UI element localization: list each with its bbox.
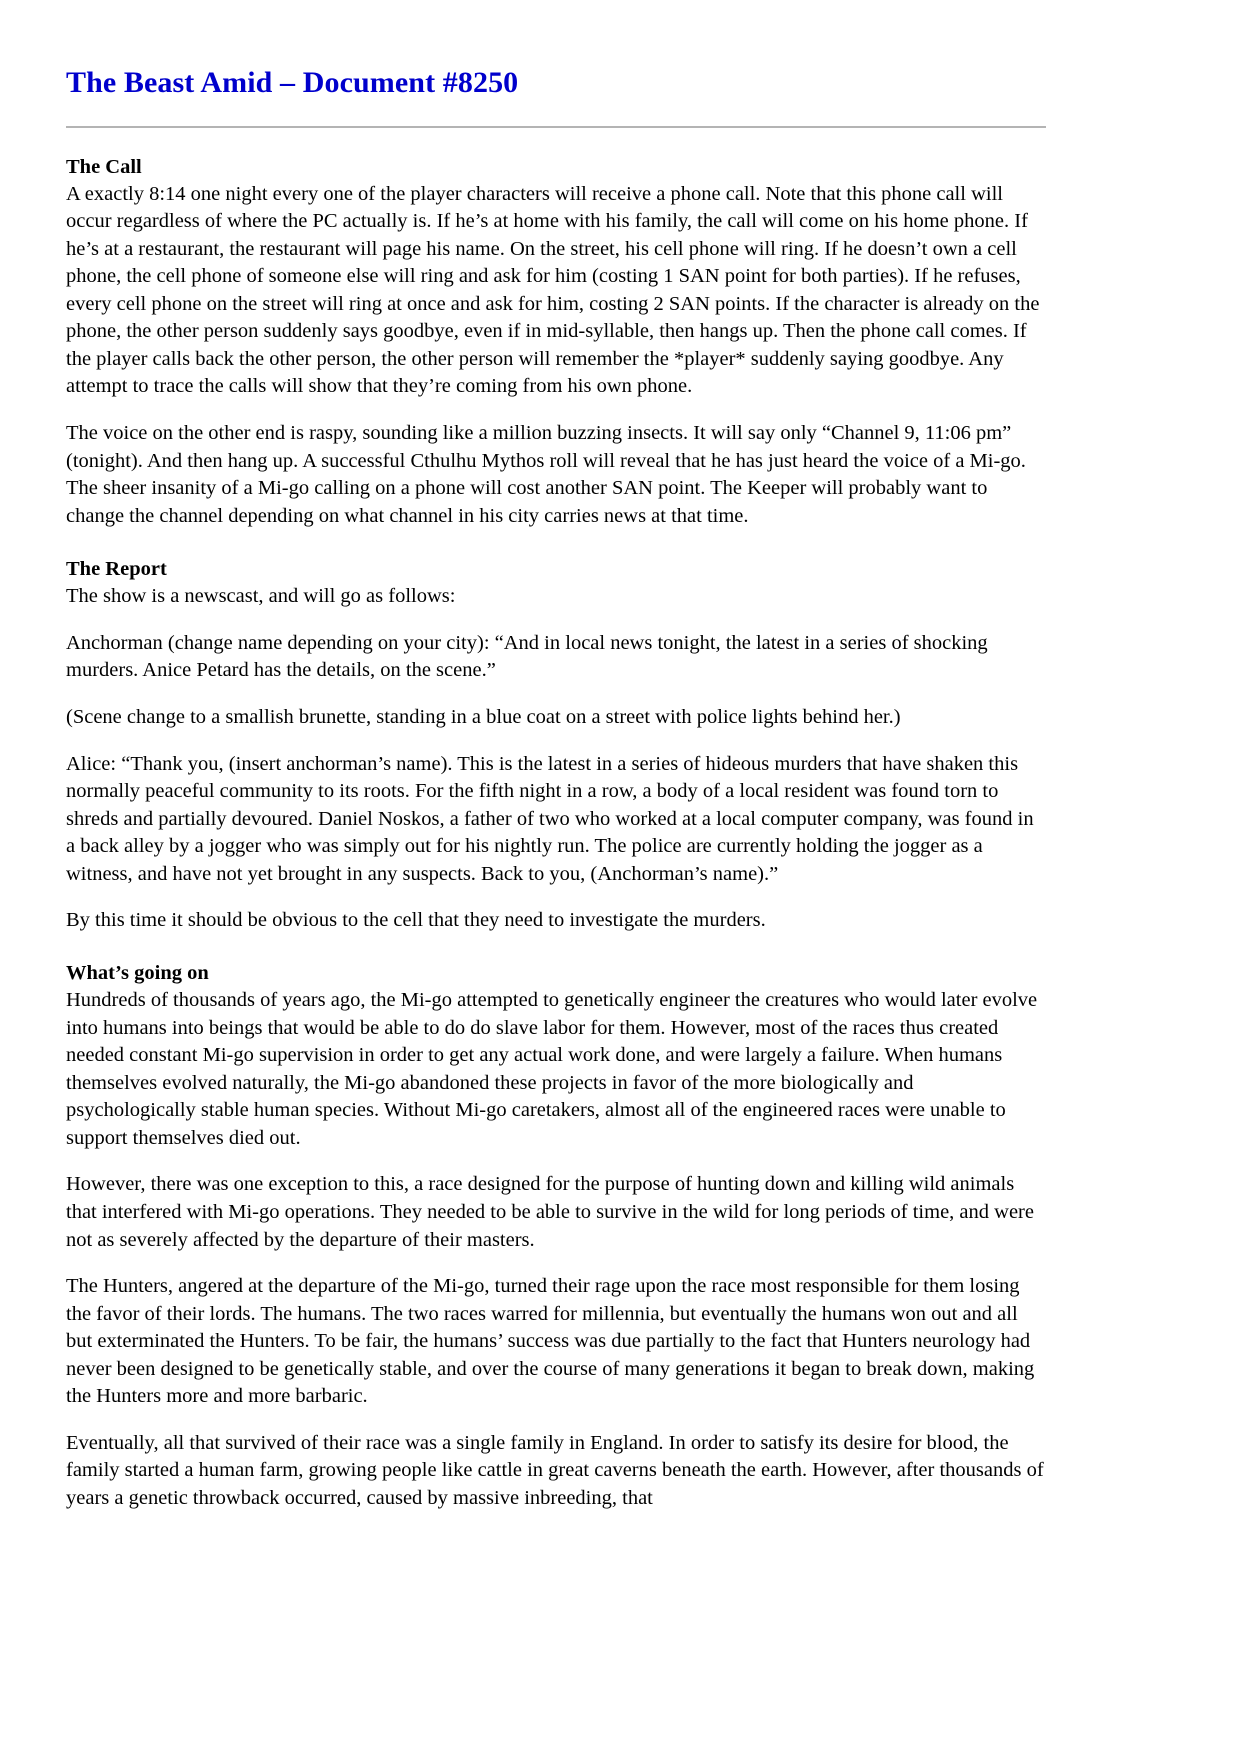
section-whats-going-on	[66, 960, 1046, 1513]
section-heading: The Call	[66, 155, 142, 178]
section-the-report	[66, 556, 1046, 935]
paragraph: The Hunters, angered at the departure of the Mi-go, turned their rage upon the race most responsible for them losing the favor of their lords. The humans. The two races warred for millennia, but eventually the humans won out and all but exterminated the Hunters. To be fair, the humans’ success was due partially to the fact that Hunters neurology had never been designed to be genetically stable, and over the course of many generations it began to break down, making the Hunters more and more barbaric.	[66, 1275, 1035, 1408]
paragraph: Alice: “Thank you, (insert anchorman’s name). This is the latest in a series of hideous murders that have shaken this normally peaceful community to its roots. For the fifth night in a row, a body of a local resident was found torn to shreds and partially devoured. Daniel Noskos, a father of two who worked at a local computer company, was found in a back alley by a jogger who was simply out for his nightly run. The police are currently holding the jogger as a witness, and have not yet brought in any suspects. Back to you, (Anchorman’s name).”	[66, 752, 1034, 885]
paragraph: Hundreds of thousands of years ago, the Mi-go attempted to genetically engineer the creatures who would later evolve into humans into beings that would be able to do do slave labor for them. However, most of the races thus created needed constant Mi-go supervision in order to get any actual work done, and were largely a failure. When humans themselves evolved naturally, the Mi-go abandoned these projects in favor of the more biologically and psychologically stable human species. Without Mi-go caretakers, almost all of the engineered races were unable to support themselves died out.	[66, 989, 1038, 1149]
section-heading: The Report	[66, 558, 167, 581]
paragraph: However, there was one exception to this, a race designed for the purpose of hunting down and killing wild animals that interfered with Mi-go operations. They needed to be able to survive in the wild for long periods of time, and were not as severely affected by the departure of their masters.	[66, 1173, 1034, 1251]
page-title: The Beast Amid – Document #8250	[66, 66, 519, 99]
paragraph: Anchorman (change name depending on your city): “And in local news tonight, the latest in a series of shocking murders. Anice Petard has the details, on the scene.”	[66, 631, 988, 682]
paragraph: The show is a newscast, and will go as follows:	[66, 585, 456, 608]
paragraph: (Scene change to a smallish brunette, standing in a blue coat on a street with police lights behind her.)	[66, 706, 901, 729]
section-heading: What’s going on	[66, 961, 209, 984]
title-divider	[66, 126, 1046, 128]
paragraph: The voice on the other end is raspy, sounding like a million buzzing insects. It will say only “Channel 9, 11:06 pm” (tonight). And then hang up. A successful Cthulhu Mythos roll will reveal that he has just heard the voice of a Mi-go. The sheer insanity of a Mi-go calling on a phone will cost another SAN point. The Keeper will probably want to change the channel depending on what channel in his city carries news at that time.	[66, 422, 1026, 527]
document-content	[66, 0, 1046, 1513]
paragraph: A exactly 8:14 one night every one of the player characters will receive a phone call. Note that this phone call will occur regardless of where the PC actually is. If he’s at home with his family, the call will come on his home phone. If he’s at a restaurant, the restaurant will page his name. On the street, his cell phone will ring. If he doesn’t own a cell phone, the cell phone of someone else will ring and ask for him (costing 1 SAN point for both parties). If he refuses, every cell phone on the street will ring at once and ask for him, costing 2 SAN points. If the character is already on the phone, the other person suddenly says goodbye, even if in mid-syllable, then hangs up. Then the phone call comes. If the player calls back the other person, the other person will remember the *player* suddenly saying goodbye. Any attempt to trace the calls will show that they’re coming from his own phone.	[66, 182, 1040, 398]
section-the-call	[66, 154, 1046, 531]
paragraph: By this time it should be obvious to the cell that they need to investigate the murders.	[66, 909, 766, 932]
paragraph: Eventually, all that survived of their race was a single family in England. In order to satisfy its desire for blood, the family started a human farm, growing people like cattle in great caverns beneath the earth. However, after thousands of years a genetic throwback occurred, caused by massive inbreeding, that	[66, 1431, 1044, 1510]
